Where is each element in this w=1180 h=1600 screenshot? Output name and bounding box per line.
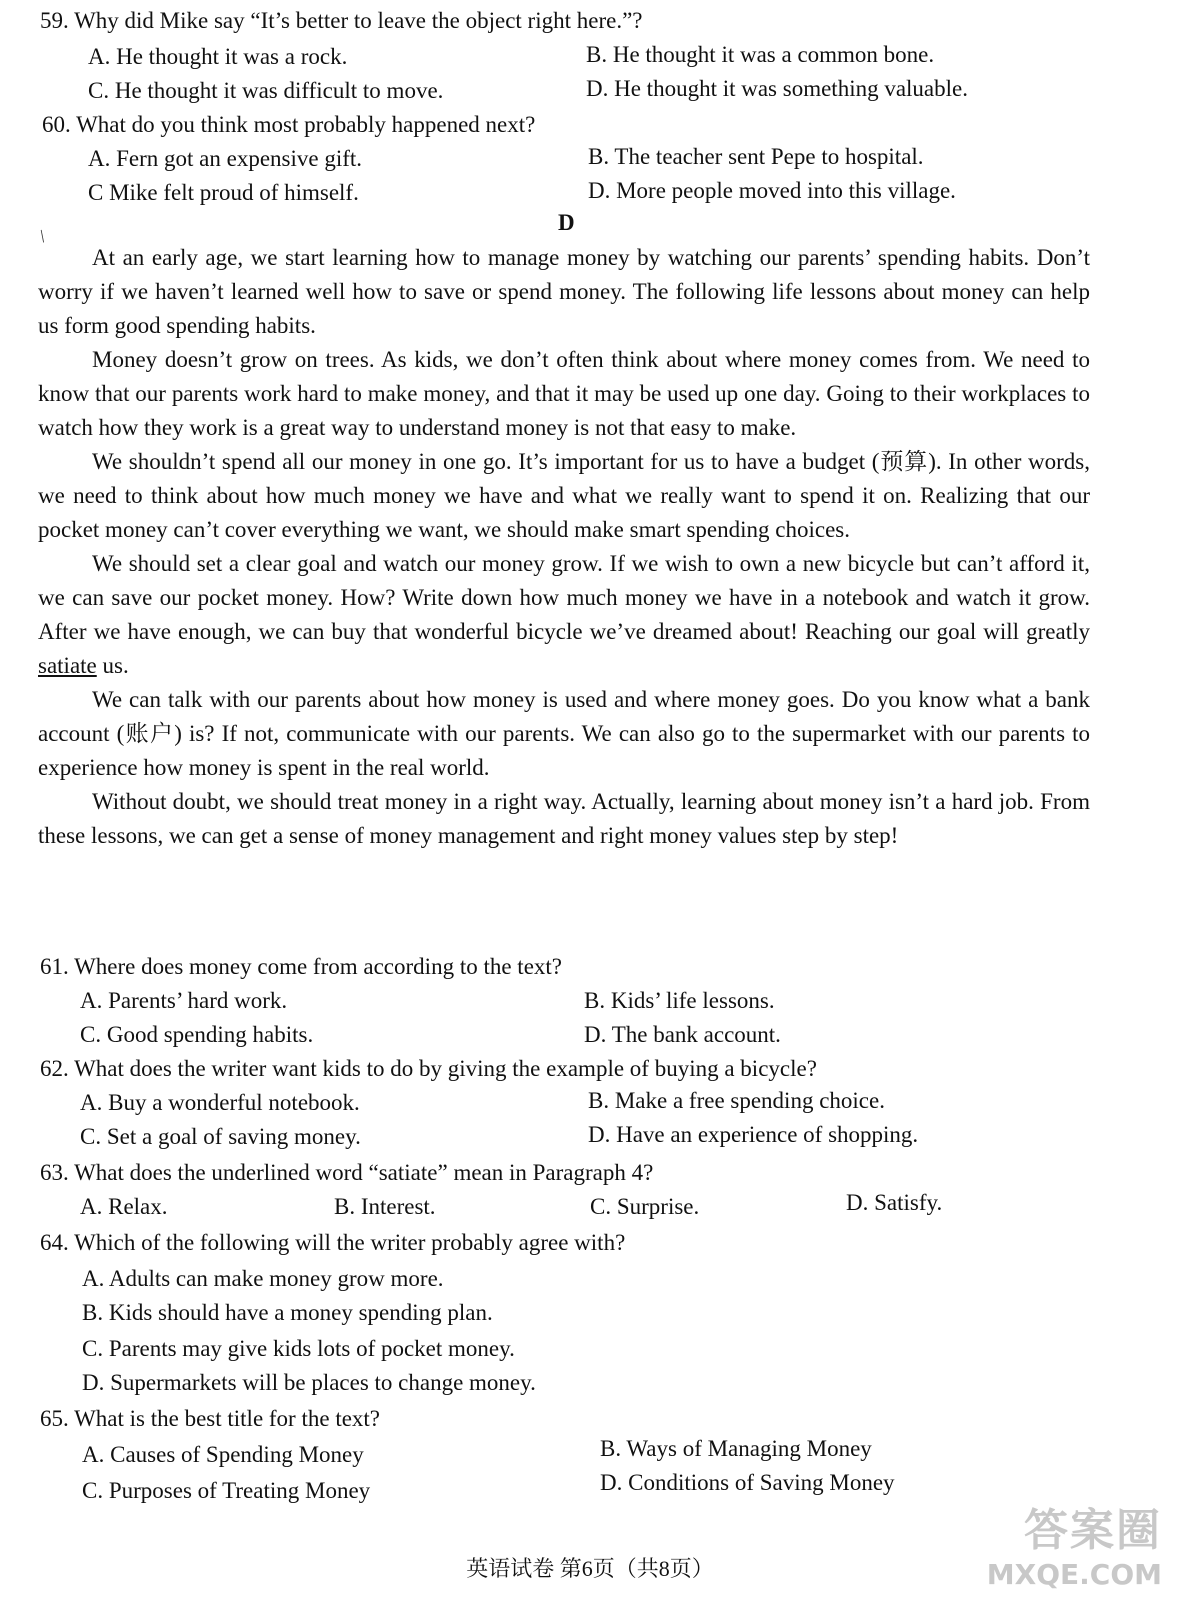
question-62-option-d: D. Have an experience of shopping. — [588, 1122, 919, 1147]
watermark — [987, 1494, 1162, 1591]
question-60-option-a: A. Fern got an expensive gift. — [88, 146, 363, 171]
question-60-option-c: C Mike felt proud of himself. — [88, 180, 359, 205]
question-64-option-c: C. Parents may give kids lots of pocket money. — [82, 1336, 515, 1361]
pen-mark: / — [35, 226, 50, 246]
question-63-option-a: A. Relax. — [80, 1194, 168, 1219]
question-61-option-d: D. The bank account. — [584, 1022, 781, 1047]
question-64-option-a: A. Adults can make money grow more. — [82, 1266, 444, 1291]
page-footer: 英语试卷 第6页（共8页） — [466, 1556, 714, 1581]
question-61-option-b: B. Kids’ life lessons. — [584, 988, 775, 1013]
question-59-option-d: D. He thought it was something valuable. — [586, 76, 968, 101]
question-59-option-b: B. He thought it was a common bone. — [586, 42, 935, 67]
question-63-option-b: B. Interest. — [334, 1194, 436, 1219]
watermark-url: MXQE.COM — [986, 1558, 1162, 1591]
question-64-option-b: B. Kids should have a money spending plan. — [82, 1300, 493, 1325]
question-63-stem: 63. What does the underlined word “satiate” mean in Paragraph 4? — [40, 1160, 654, 1185]
question-65-option-a: A. Causes of Spending Money — [82, 1442, 364, 1467]
watermark-logo: 答案圈 — [1024, 1505, 1162, 1556]
question-62-option-a: A. Buy a wonderful notebook. — [80, 1090, 360, 1115]
question-59-option-c: C. He thought it was difficult to move. — [88, 78, 444, 103]
passage-paragraph-3: We shouldn’t spend all our money in one go. It’s important for us to have a budget (预算). In other words, we need to think about how much money we have and what we really want to spend it on. Realizing that our pocket money can’t cover everything we want, we should make smart spending choices. — [38, 449, 1090, 542]
question-60-stem: 60. What do you think most probably happened next? — [42, 112, 536, 137]
passage-paragraph-4 — [38, 547, 1090, 683]
question-61-option-c: C. Good spending habits. — [80, 1022, 314, 1047]
passage-paragraph-6: Without doubt, we should treat money in a right way. Actually, learning about money isn’t a hard job. From these lessons, we can get a sense of money management and right money values step by step! — [38, 789, 1090, 848]
passage-paragraph-2: Money doesn’t grow on trees. As kids, we don’t often think about where money comes from. We need to know that our parents work hard to make money, and that it may be used up one day. Going to their workplaces to watch how they work is a great way to understand money is not that easy to make. — [38, 347, 1090, 440]
question-61-stem: 61. Where does money come from according to the text? — [40, 954, 563, 979]
question-65-option-b: B. Ways of Managing Money — [600, 1436, 872, 1461]
paragraph-4-end: us. — [96, 653, 129, 678]
question-65-stem: 65. What is the best title for the text? — [40, 1406, 381, 1431]
question-60-option-b: B. The teacher sent Pepe to hospital. — [588, 144, 924, 169]
passage-paragraph-1: At an early age, we start learning how to manage money by watching our parents’ spending habits. Don’t worry if we haven’t learned well how to save or spend money. The following life lessons about money can help us form good spending habits. — [38, 245, 1090, 338]
paragraph-4-text: We should set a clear goal and watch our money grow. If we wish to own a new bicycle but can’t afford it, we can save our pocket money. How? Write down how much money we have in a notebook and watch it grow. After we have enough, we can buy that wonderful bicycle we’ve dreamed about! Reaching our goal will greatly — [38, 551, 1090, 644]
question-64-option-d: D. Supermarkets will be places to change money. — [82, 1370, 536, 1395]
question-59-stem: 59. Why did Mike say “It’s better to leave the object right here.”? — [40, 8, 643, 33]
underlined-word: satiate — [38, 653, 97, 678]
section-heading: D — [558, 210, 575, 235]
question-62-stem: 62. What does the writer want kids to do by giving the example of buying a bicycle? — [40, 1056, 817, 1081]
question-59-option-a: A. He thought it was a rock. — [88, 44, 348, 69]
question-65-option-c: C. Purposes of Treating Money — [82, 1478, 371, 1503]
question-60-option-d: D. More people moved into this village. — [588, 178, 956, 203]
question-63-option-d: D. Satisfy. — [846, 1190, 943, 1215]
reading-passage — [38, 241, 1090, 853]
question-63-option-c: C. Surprise. — [590, 1194, 700, 1219]
question-62-option-c: C. Set a goal of saving money. — [80, 1124, 361, 1149]
passage-paragraph-5: We can talk with our parents about how money is used and where money goes. Do you know what a bank account (账户) is? If not, communicate with our parents. We can also go to the supermarket with our parents to experience how money is spent in the real world. — [38, 687, 1090, 780]
question-61-option-a: A. Parents’ hard work. — [80, 988, 288, 1013]
question-65-option-d: D. Conditions of Saving Money — [600, 1470, 895, 1495]
question-64-stem: 64. Which of the following will the writer probably agree with? — [40, 1230, 626, 1255]
question-62-option-b: B. Make a free spending choice. — [588, 1088, 885, 1113]
